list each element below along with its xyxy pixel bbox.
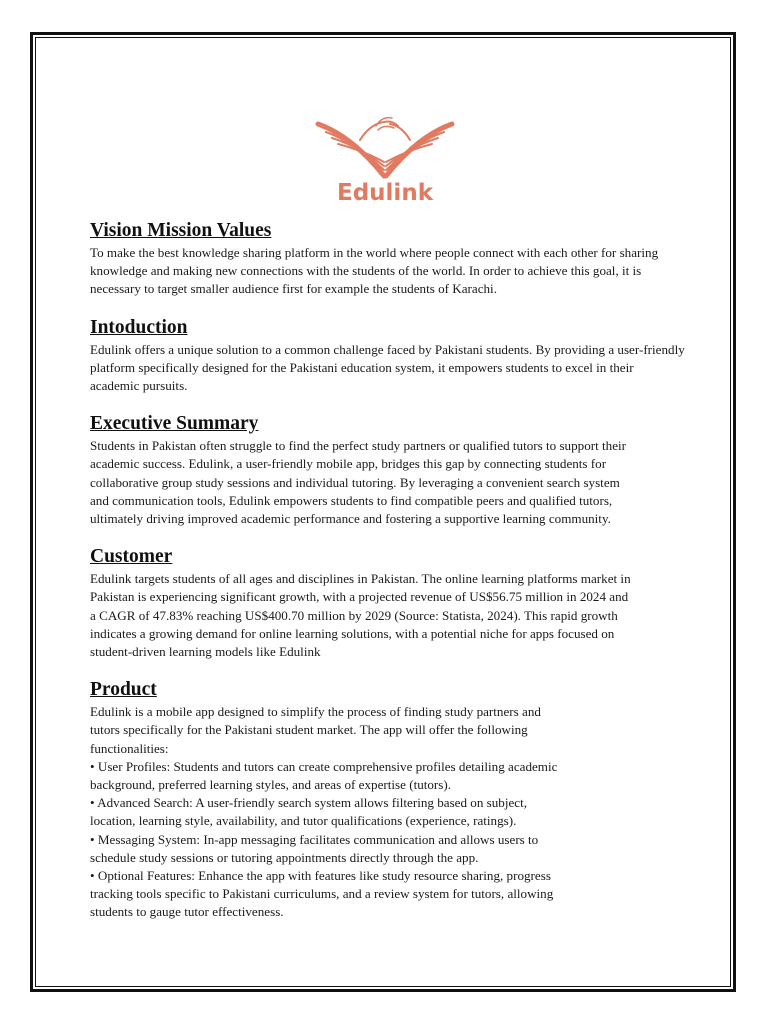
section-text: Edulink offers a unique solution to a common challenge faced by Pakistani students. By providing a user-friendly platform specifically designed for the Pakistani education system, it empowers students to excel in their academic pursuits. bbox=[90, 341, 685, 394]
feature-list bbox=[90, 758, 690, 922]
section-text: Students in Pakistan often struggle to find the perfect study partners or qualified tutors to support their academic success. Edulink, a user-friendly mobile app, bridges this gap by connecting students for collaborative group study sessions and individual tutoring. By leveraging a convenient search system and communication tools, Edulink empowers students to find compatible peers and qualified tutors, ultimately driving improved academic performance and fostering a supportive learning community. bbox=[90, 438, 627, 527]
logo-wordmark: Edulink bbox=[337, 180, 433, 206]
section-heading: Customer bbox=[90, 546, 173, 568]
section-heading: Vision Mission Values bbox=[90, 220, 272, 241]
section-executive-summary bbox=[90, 413, 690, 528]
document-body bbox=[90, 220, 690, 940]
list-item: • Advanced Search: A user-friendly search system allows filtering based on subject, location, learning style, availability, and tutor qualifications (experience, ratings). bbox=[90, 794, 570, 830]
section-heading: Product bbox=[90, 679, 157, 701]
list-item: • User Profiles: Students and tutors can create comprehensive profiles detailing academic background, preferred learning styles, and areas of expertise (tutors). bbox=[90, 758, 570, 794]
section-heading: Intoduction bbox=[90, 316, 188, 338]
list-item: • Messaging System: In-app messaging facilitates communication and allows users to schedule study sessions or tutoring appointments directly through the app. bbox=[90, 831, 570, 867]
open-book-handshake-icon bbox=[312, 110, 458, 180]
section-heading: Executive Summary bbox=[90, 413, 259, 435]
edulink-logo bbox=[312, 110, 458, 210]
section-text: To make the best knowledge sharing platform in the world where people connect with each other for sharing knowledge and making new connections with the students of the world. In order to achieve this goal, it is necessary to target smaller audience first for example the students of Karachi. bbox=[90, 245, 659, 297]
section-introduction bbox=[90, 317, 690, 396]
section-text: Edulink targets students of all ages and disciplines in Pakistan. The online learning platforms market in Pakistan is experiencing significant growth, with a projected revenue of US$56.75 million in 2024 and a CAGR of 47.83% reaching US$400.70 million by 2029 (Source: Statista, 2024). This rapid growth indicates a growing demand for online learning solutions, with a potential niche for apps focused on student-driven learning models like Edulink bbox=[90, 571, 631, 660]
list-item: • Optional Features: Enhance the app with features like study resource sharing, progress tracking tools specific to Pakistani curriculums, and a review system for tutors, allowing students to gauge tutor effectiveness. bbox=[90, 867, 570, 922]
section-product bbox=[90, 679, 690, 921]
section-vision bbox=[90, 220, 690, 299]
section-customer bbox=[90, 546, 690, 661]
section-text: Edulink is a mobile app designed to simplify the process of finding study partners and tutors specifically for the Pakistani student market. The app will offer the following functionalities: bbox=[90, 704, 541, 756]
